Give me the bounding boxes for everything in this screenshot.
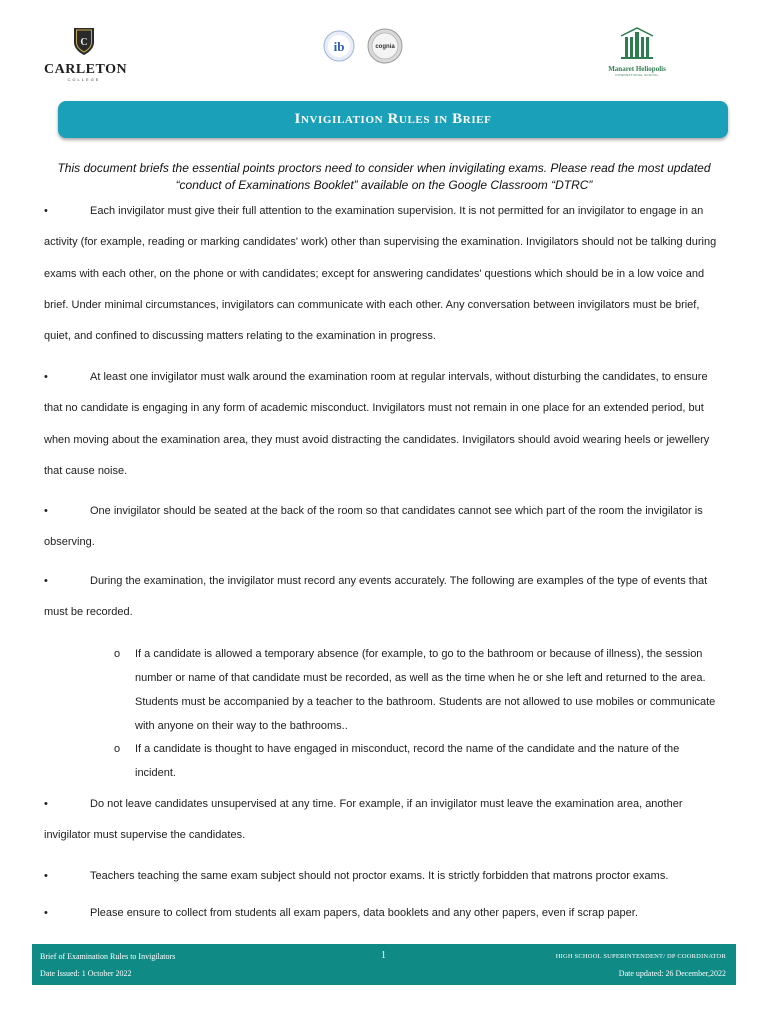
title-banner: [58, 101, 728, 138]
sub-rule-text: If a candidate is allowed a temporary absence (for example, to go to the bathroom or because of illness), the session number or name of that candidate must be recorded, as well as the time when he or she left and returned to the area. Students must be accompanied by a teacher to the bathroom. Students are not allowed to use mobiles or communicate with anyone on their way to the bathrooms..: [135, 648, 716, 732]
rule-text: During the examination, the invigilator must record any events accurately. The following are examples of the type of events that must be recorded.: [44, 575, 708, 619]
page-footer: [32, 944, 736, 985]
carleton-logo-text: CARLETON: [44, 62, 128, 77]
bullet-icon: •: [44, 205, 48, 217]
carleton-logo-subtext: COLLEGE: [67, 77, 101, 82]
svg-text:C: C: [80, 37, 88, 48]
sub-rule-text: If a candidate is thought to have engaged in misconduct, record the name of the candidate and the nature of the incident.: [135, 743, 680, 779]
svg-text:ib: ib: [333, 39, 345, 54]
ib-logo: [323, 30, 355, 62]
rule-item: [44, 196, 724, 352]
circle-bullet-icon: o: [114, 743, 121, 755]
bullet-icon: •: [44, 870, 48, 882]
bullet-icon: •: [44, 575, 48, 587]
manaret-logo-subtext: INTERNATIONAL SCHOOL: [615, 73, 659, 77]
carleton-college-logo: [44, 26, 128, 82]
footer-role: HIGH SCHOOL SUPERINTENDENT/ DP COORDINATOR: [555, 953, 726, 960]
cognia-logo: [367, 28, 403, 64]
rule-item: [44, 362, 724, 487]
footer-doc-title: Brief of Examination Rules to Invigilators: [40, 952, 176, 961]
manaret-heliopolis-logo: [602, 26, 672, 86]
rule-item: [44, 496, 724, 559]
footer-date-updated: Date updated: 26 December,2022: [618, 969, 726, 978]
rule-item: [44, 566, 724, 629]
bullet-icon: •: [44, 798, 48, 810]
svg-text:cognia: cognia: [375, 44, 395, 50]
rule-item: [44, 898, 724, 929]
lighthouse-icon: [617, 26, 657, 60]
rule-text: One invigilator should be seated at the back of the room so that candidates cannot see which part of the room the invigilator is observing.: [44, 505, 703, 549]
bullet-icon: •: [44, 505, 48, 517]
rule-text: Please ensure to collect from students all exam papers, data booklets and any other papers, even if scrap paper.: [90, 907, 638, 919]
document-title: Invigilation Rules in Brief: [294, 111, 492, 127]
sub-rule-item: [114, 642, 718, 738]
bullet-icon: •: [44, 371, 48, 383]
rule-text: At least one invigilator must walk around the examination room at regular intervals, without disturbing the candidates, to ensure that no candidate is engaging in any form of academic misconduct. Invigilators must not remain in one place for an extended period, but when moving about the examination area, they must avoid distracting the candidates. Invigilators should avoid wearing heels or jewellery that cause noise.: [44, 371, 710, 477]
rule-text: Teachers teaching the same exam subject should not proctor exams. It is strictly forbidden that matrons proctor exams.: [90, 870, 669, 882]
rule-item: [44, 789, 724, 852]
bullet-icon: •: [44, 907, 48, 919]
rule-text: Do not leave candidates unsupervised at any time. For example, if an invigilator must leave the examination area, another invigilator must supervise the candidates.: [44, 798, 683, 842]
rule-text: Each invigilator must give their full attention to the examination supervision. It is not permitted for an invigilator to engage in an activity (for example, reading or marking candidates' work) other than supervising the examination. Invigilators should not be talking during exams with each other, on the phone or with candidates; except for answering candidates' questions which should be in a low voice and brief. Under minimal circumstances, invigilators can communicate with each other. Any conversation between invigilators must be brief, quiet, and confined to discussing matters relating to the examination in progress.: [44, 205, 717, 343]
circle-bullet-icon: o: [114, 648, 121, 660]
page-header: [0, 0, 768, 100]
page-number: 1: [381, 950, 386, 961]
footer-date-issued: Date Issued: 1 October 2022: [40, 969, 132, 978]
carleton-crest-icon: [72, 26, 96, 56]
rule-item: [44, 861, 724, 892]
sub-rule-item: [114, 737, 718, 785]
intro-paragraph: This document briefs the essential points proctors need to consider when invigilating exams. Please read the most updated “conduct of Examinations Booklet” available on the Google Classroom “DTRC”: [57, 161, 711, 192]
manaret-logo-text: Manaret Heliopolis: [608, 65, 666, 73]
